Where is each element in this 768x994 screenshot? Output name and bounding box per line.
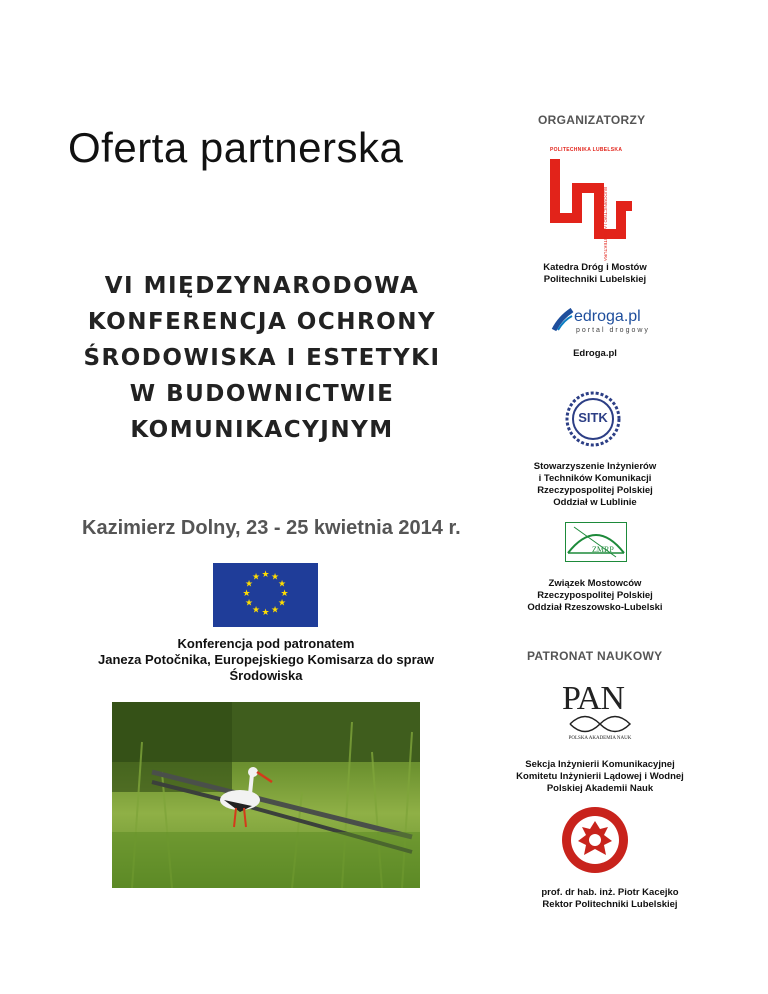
svg-text:★: ★ bbox=[270, 605, 280, 616]
organizer-line: i Techników Komunikacji bbox=[538, 473, 652, 484]
organizer-line: Katedra Dróg i Mostów bbox=[543, 262, 647, 273]
svg-text:★: ★ bbox=[261, 570, 270, 580]
scientific-patronage-heading: PATRONAT NAUKOWY bbox=[527, 649, 663, 663]
organizer-line: Rzeczypospolitej Polskiej bbox=[537, 590, 653, 601]
organizer-sitk bbox=[510, 461, 680, 509]
organizer-line: Politechniki Lubelskiej bbox=[543, 274, 647, 285]
edroga-logo bbox=[550, 306, 660, 340]
pan-logo-text: PAN bbox=[562, 680, 624, 717]
organizer-line: Oddział Rzeszowsko-Lubelski bbox=[527, 602, 663, 613]
zmrp-bridge-icon bbox=[566, 523, 626, 561]
organizer-line: Stowarzyszenie Inżynierów bbox=[533, 461, 657, 472]
svg-text:★: ★ bbox=[251, 605, 261, 616]
organizer-edroga: Edroga.pl bbox=[573, 348, 617, 359]
svg-text:★: ★ bbox=[244, 598, 254, 609]
scientific-patron-pan-section bbox=[500, 759, 700, 795]
organizer-line: Oddział w Lublinie bbox=[553, 497, 637, 508]
patronage-note bbox=[60, 636, 472, 684]
patron-line: Sekcja Inżynierii Komunikacyjnej bbox=[525, 759, 675, 770]
patron-line: prof. dr hab. inż. Piotr Kacejko bbox=[541, 887, 679, 898]
sitk-logo-text: SITK bbox=[578, 410, 608, 425]
organizer-line: Związek Mostowców bbox=[548, 578, 642, 589]
conference-dates: Kazimierz Dolny, 23 - 25 kwietnia 2014 r. bbox=[82, 517, 461, 539]
svg-text:★: ★ bbox=[251, 572, 261, 583]
stork-photo bbox=[112, 702, 420, 888]
politechnika-lubelska-logo bbox=[546, 147, 651, 261]
conference-title-line: ŚRODOWISKA I ESTETYKI bbox=[83, 345, 441, 371]
pan-logo bbox=[550, 680, 650, 744]
zmrp-logo bbox=[565, 522, 627, 562]
university-seal-icon bbox=[560, 805, 630, 875]
pan-infinity-icon bbox=[550, 714, 650, 734]
svg-text:★: ★ bbox=[277, 579, 287, 590]
svg-text:★: ★ bbox=[270, 572, 280, 583]
eu-flag bbox=[213, 563, 318, 627]
zmrp-logo-text: ZMRP bbox=[592, 545, 614, 554]
conference-title-line: VI MIĘDZYNARODOWA bbox=[104, 273, 420, 299]
patron-line: Komitetu Inżynierii Lądowej i Wodnej bbox=[516, 771, 684, 782]
organizer-line: Rzeczypospolitej Polskiej bbox=[537, 485, 653, 496]
patron-line: Polskiej Akademii Nauk bbox=[546, 783, 654, 794]
edroga-road-icon bbox=[550, 308, 574, 332]
edroga-logo-text: edroga.pl bbox=[574, 308, 641, 325]
pl-logo-side-text: BUDOWNICTWO I ARCHITEKTURA bbox=[603, 187, 608, 261]
svg-text:★: ★ bbox=[280, 589, 289, 599]
conference-title-line: KOMUNIKACYJNYM bbox=[130, 417, 394, 443]
politechnika-logo-icon bbox=[546, 147, 651, 261]
pan-logo-sub: POLSKA AKADEMIA NAUK bbox=[568, 736, 632, 741]
politechnika-seal bbox=[560, 805, 630, 875]
sitk-logo bbox=[565, 391, 621, 447]
organizer-zmrp bbox=[510, 578, 680, 614]
patronage-line: Konferencja pod patronatem bbox=[177, 636, 355, 651]
page-title: Oferta partnerska bbox=[68, 124, 404, 171]
eu-stars-icon bbox=[213, 563, 318, 627]
patronage-line: Janeza Potočnika, Europejskiego Komisarza do spraw Środowiska bbox=[98, 652, 434, 683]
scientific-patron-rector bbox=[510, 887, 710, 911]
svg-text:★: ★ bbox=[244, 579, 254, 590]
conference-title-line: W BUDOWNICTWIE bbox=[129, 381, 395, 407]
edroga-logo-sub: portal drogowy bbox=[576, 327, 650, 334]
patron-line: Rektor Politechniki Lubelskiej bbox=[542, 899, 678, 910]
pl-logo-text: POLITECHNIKA LUBELSKA bbox=[550, 147, 623, 153]
conference-title-line: KONFERENCJA OCHRONY bbox=[87, 309, 437, 335]
stork-photo-illustration bbox=[112, 702, 420, 888]
svg-text:★: ★ bbox=[277, 598, 287, 609]
organizer-katedra bbox=[510, 262, 680, 286]
svg-text:★: ★ bbox=[242, 589, 251, 599]
organizers-heading: ORGANIZATORZY bbox=[538, 113, 646, 127]
svg-text:★: ★ bbox=[261, 608, 270, 618]
conference-title bbox=[62, 268, 462, 448]
